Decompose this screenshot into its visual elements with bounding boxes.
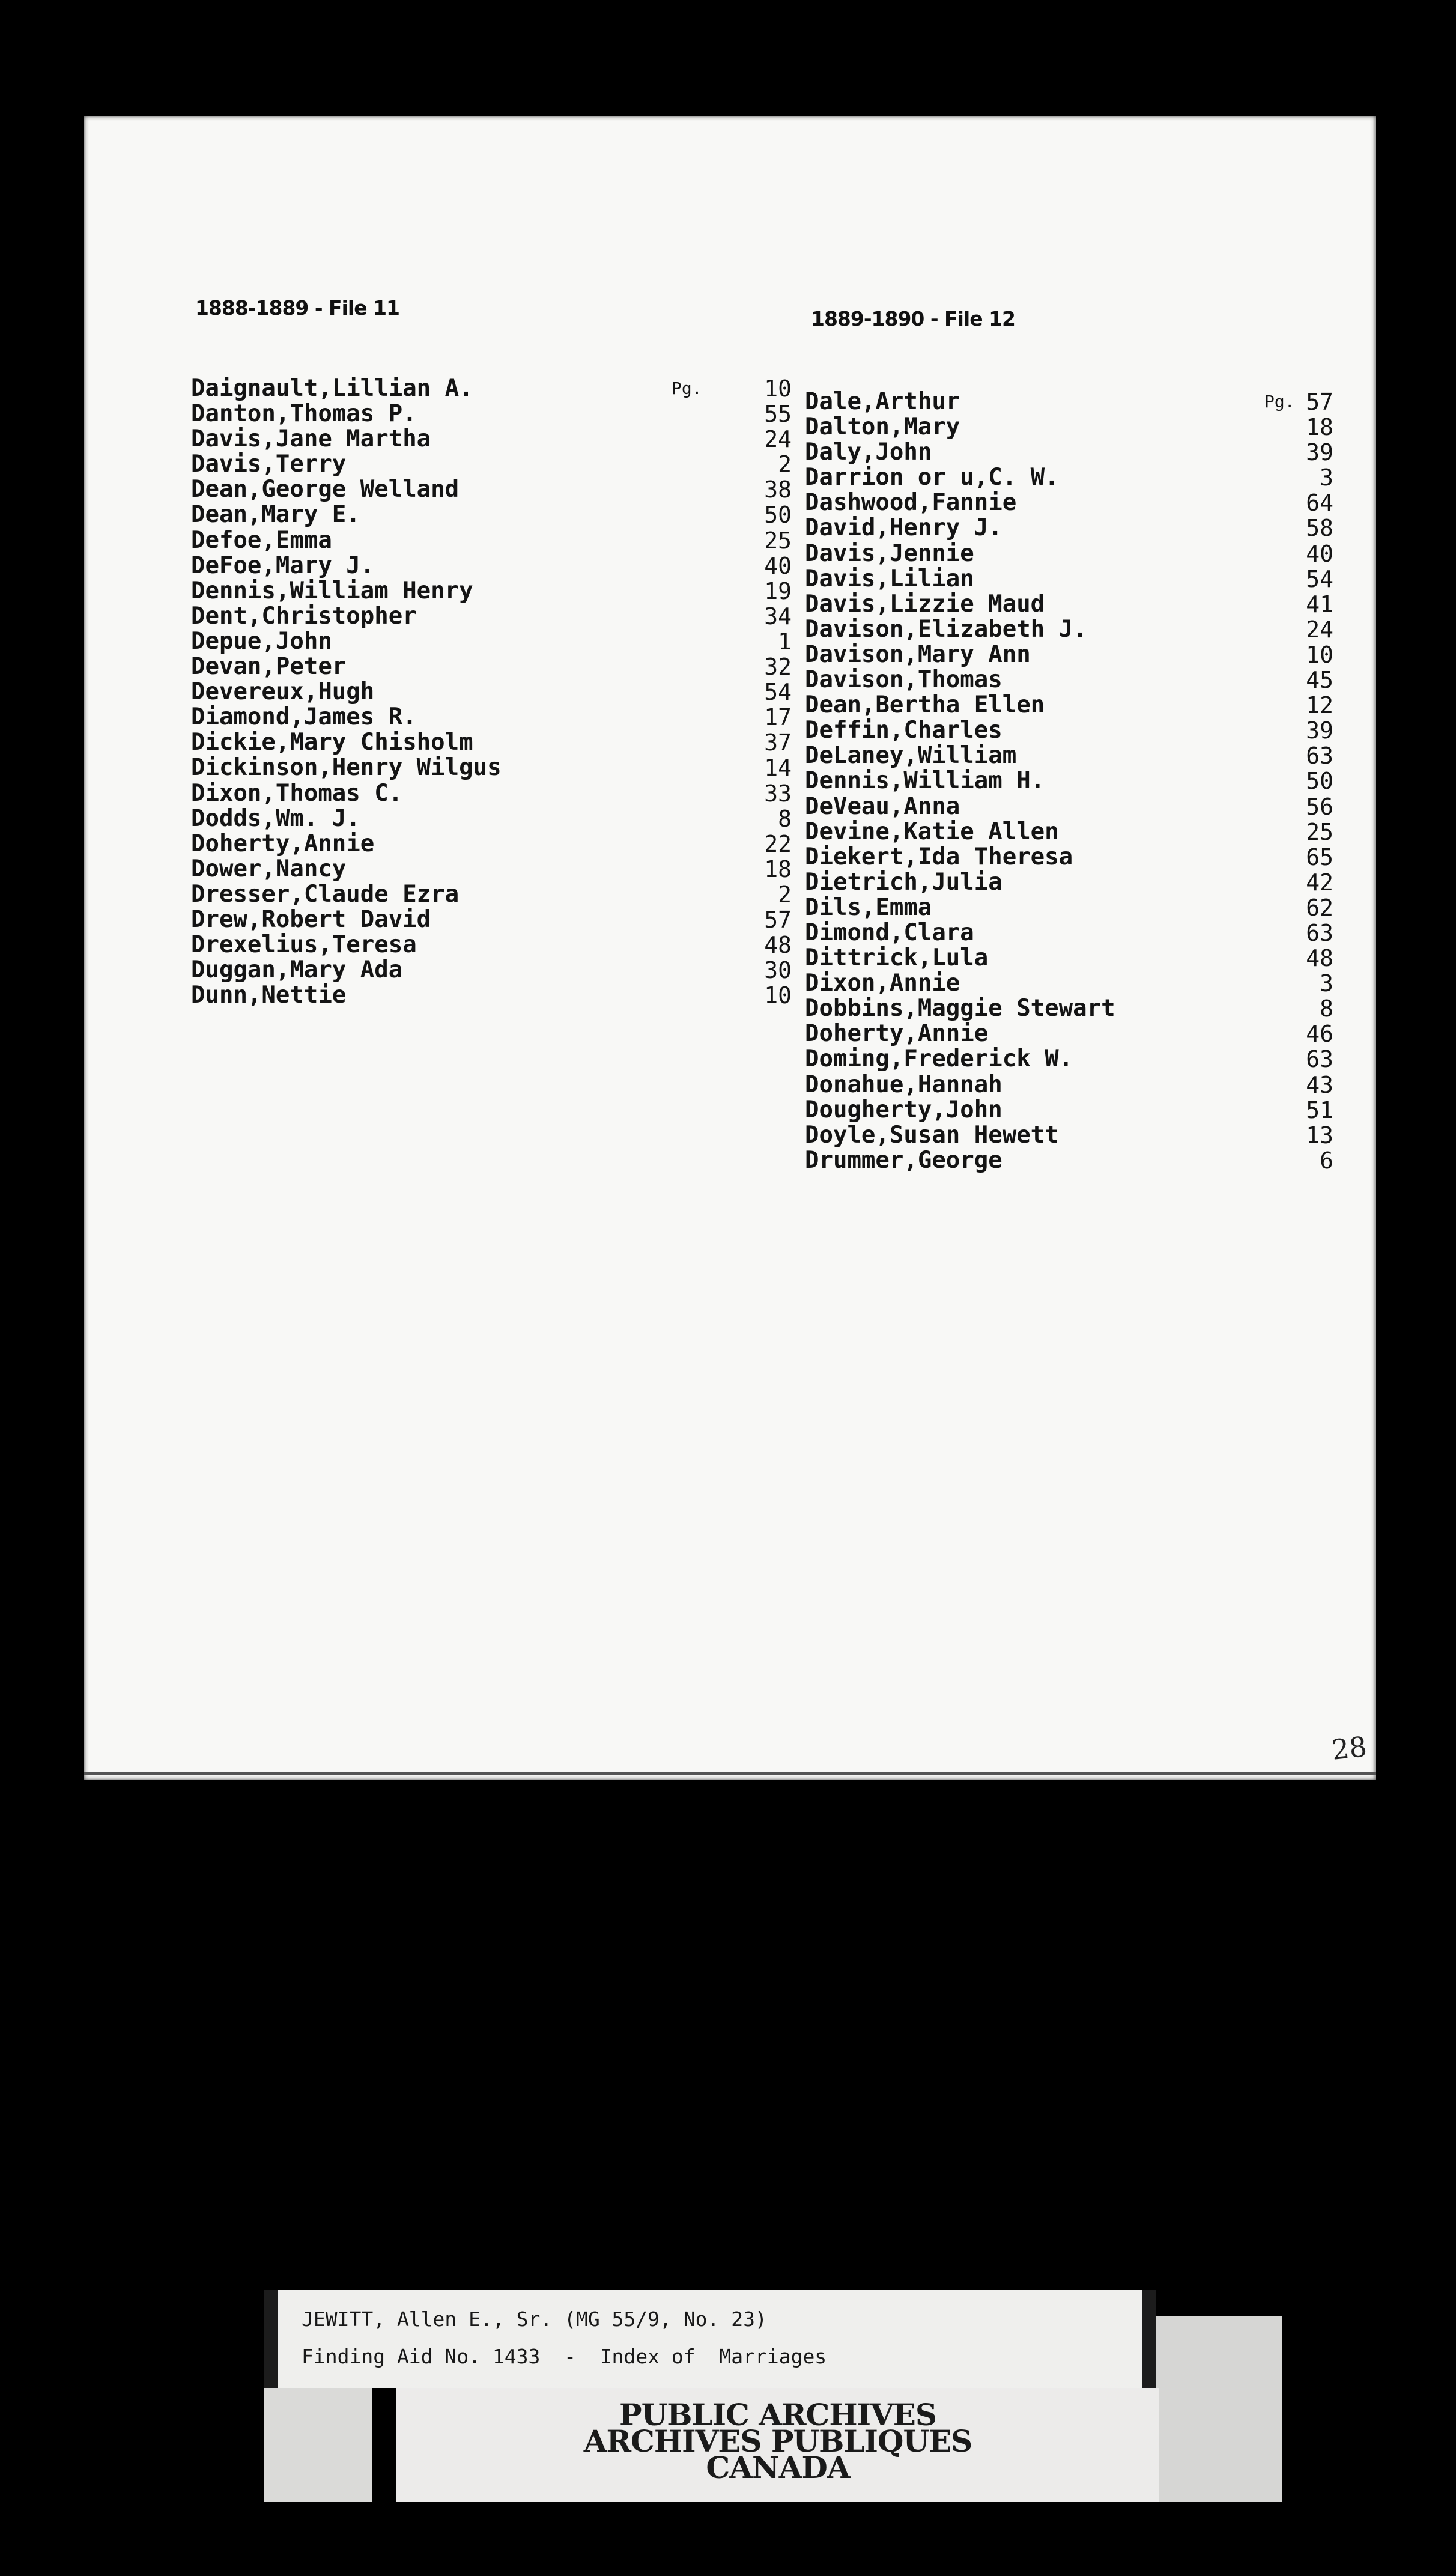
entry-name: Diamond,James R. <box>191 703 417 731</box>
entry-name: Darrion or u,C. W. <box>805 464 1059 491</box>
entry-name: Daignault,Lillian A. <box>191 375 473 402</box>
entry-name: Davis,Jane Martha <box>191 425 431 453</box>
entry-name: DeLaney,William <box>805 742 1017 770</box>
entry-name: Dickie,Mary Chisholm <box>191 729 473 756</box>
entry-page-number: 6 <box>1320 1147 1333 1174</box>
left-entry <box>191 528 792 553</box>
left-entry <box>191 705 792 730</box>
entry-page-number: 25 <box>1306 818 1333 845</box>
entry-name: Dunn,Nettie <box>191 982 347 1009</box>
entry-page-number: 63 <box>1306 1046 1333 1073</box>
entry-page-number: 58 <box>1306 515 1333 542</box>
right-entry <box>805 515 1333 541</box>
entry-page-number: 12 <box>1306 692 1333 719</box>
entry-page-number: 51 <box>1306 1096 1333 1123</box>
entry-name: Devine,Katie Allen <box>805 818 1059 845</box>
entry-name: Davis,Lilian <box>805 565 974 592</box>
right-entry <box>805 389 1333 415</box>
entry-page-number: 25 <box>764 527 792 554</box>
right-entry <box>805 870 1333 895</box>
entry-name: DeVeau,Anna <box>805 792 960 820</box>
pg-label: Pg. <box>672 378 702 398</box>
entry-page-number: 8 <box>1320 995 1333 1022</box>
right-entry <box>805 1072 1333 1098</box>
right-entry <box>805 1021 1333 1046</box>
right-entry <box>805 642 1333 667</box>
right-entry <box>805 895 1333 920</box>
stamp-line-3: CANADA <box>706 2450 850 2485</box>
left-entry <box>191 806 792 831</box>
entry-page-number: 17 <box>764 704 792 731</box>
entry-name: Dale,Arthur <box>805 388 960 415</box>
entry-page-number: 63 <box>1306 743 1333 770</box>
entry-page-number: 50 <box>1306 768 1333 795</box>
entry-page-number: 10 <box>1306 641 1333 668</box>
entry-name: Dalton,Mary <box>805 413 960 441</box>
entry-page-number: 38 <box>764 476 792 503</box>
right-entry <box>805 1098 1333 1123</box>
right-entry <box>805 567 1333 592</box>
entry-page-number: 54 <box>764 679 792 706</box>
entry-name: Davison,Elizabeth J. <box>805 615 1087 643</box>
entry-name: Dennis,William H. <box>805 767 1045 795</box>
left-entry <box>191 730 792 755</box>
entry-page-number: 1 <box>778 628 792 655</box>
entry-name: Dent,Christopher <box>191 602 417 630</box>
sheet-number: 28 <box>1330 1730 1369 1766</box>
entry-page-number: 24 <box>1306 616 1333 643</box>
right-entry <box>805 617 1333 642</box>
left-entry <box>191 427 792 452</box>
entry-page-number: 54 <box>1306 565 1333 592</box>
entry-page-number: 33 <box>764 780 792 807</box>
right-entry <box>805 718 1333 743</box>
right-entry <box>805 920 1333 946</box>
entry-name: Duggan,Mary Ada <box>191 956 403 984</box>
entry-name: Defoe,Emma <box>191 526 332 554</box>
entry-page-number: 46 <box>1306 1021 1333 1048</box>
stamp-line-1: PUBLIC ARCHIVES <box>619 2397 936 2432</box>
entry-name: Dils,Emma <box>805 893 932 921</box>
left-entry <box>191 452 792 477</box>
entry-page-number: 24 <box>764 426 792 453</box>
left-entry <box>191 502 792 527</box>
right-entry <box>805 415 1333 440</box>
entry-page-number: 40 <box>764 552 792 579</box>
stamp-wing-right <box>1156 2316 1282 2502</box>
entry-page-number: 56 <box>1306 793 1333 820</box>
entry-name: Donahue,Hannah <box>805 1071 1003 1098</box>
entry-name: Dixon,Annie <box>805 970 960 997</box>
entry-name: Dietrich,Julia <box>805 868 1003 896</box>
entry-name: Devereux,Hugh <box>191 678 375 706</box>
right-entry-list <box>805 389 1333 1173</box>
entry-name: Dodds,Wm. J. <box>191 804 360 832</box>
right-column-heading: 1889-1890 - File 12 <box>811 307 1016 330</box>
entry-name: DeFoe,Mary J. <box>191 551 375 579</box>
label-line-2: Finding Aid No. 1433 - Index of Marriages <box>302 2345 827 2368</box>
entry-name: Doherty,Annie <box>191 830 375 857</box>
entry-page-number: 13 <box>1306 1122 1333 1149</box>
entry-name: Dennis,William Henry <box>191 577 473 604</box>
left-entry <box>191 755 792 780</box>
entry-page-number: 8 <box>778 805 792 832</box>
right-entry <box>805 1046 1333 1072</box>
entry-page-number: 48 <box>764 932 792 959</box>
entry-name: Dower,Nancy <box>191 855 347 882</box>
left-entry <box>191 781 792 806</box>
left-entry-list <box>191 376 792 1008</box>
entry-name: David,Henry J. <box>805 514 1003 542</box>
entry-page-number: 45 <box>1306 667 1333 694</box>
left-entry <box>191 654 792 679</box>
right-entry <box>805 490 1333 515</box>
entry-name: Daly,John <box>805 439 932 466</box>
entry-page-number: 39 <box>1306 439 1333 466</box>
entry-name: Dixon,Thomas C. <box>191 779 403 807</box>
entry-page-number: 55 <box>764 401 792 428</box>
entry-page-number: 48 <box>1306 945 1333 972</box>
left-entry <box>191 679 792 705</box>
left-entry <box>191 882 792 907</box>
left-entry <box>191 401 792 427</box>
right-entry <box>805 819 1333 845</box>
right-entry <box>805 1148 1333 1173</box>
right-entry <box>805 667 1333 693</box>
left-column-heading: 1888-1889 - File 11 <box>195 296 400 320</box>
entry-name: Davison,Mary Ann <box>805 640 1031 668</box>
right-entry <box>805 440 1333 465</box>
left-entry <box>191 604 792 629</box>
entry-name: Drew,Robert David <box>191 905 431 933</box>
entry-name: Dean,Mary E. <box>191 501 360 529</box>
archives-stamp <box>396 2388 1159 2502</box>
entry-name: Diekert,Ida Theresa <box>805 843 1073 870</box>
entry-name: Drummer,George <box>805 1146 1003 1174</box>
entry-page-number: 32 <box>764 654 792 681</box>
entry-name: Dean,George Welland <box>191 476 460 503</box>
left-entry <box>191 477 792 502</box>
entry-name: Dittrick,Lula <box>805 944 989 972</box>
entry-name: Dougherty,John <box>805 1096 1003 1123</box>
left-entry <box>191 629 792 654</box>
stamp-line-2: ARCHIVES PUBLIQUES <box>583 2423 972 2459</box>
entry-page-number: 2 <box>778 451 792 478</box>
entry-page-number: 19 <box>764 577 792 604</box>
entry-name: Depue,John <box>191 627 332 655</box>
entry-name: Dashwood,Fannie <box>805 489 1017 517</box>
left-entry <box>191 932 792 958</box>
right-entry <box>805 794 1333 819</box>
entry-page-number: 43 <box>1306 1071 1333 1098</box>
left-entry <box>191 376 792 401</box>
right-entry <box>805 592 1333 617</box>
entry-page-number: 2 <box>778 881 792 908</box>
entry-page-number: 65 <box>1306 843 1333 870</box>
entry-page-number: 57 <box>1306 389 1333 415</box>
left-entry <box>191 831 792 857</box>
entry-page-number: 57 <box>764 906 792 933</box>
entry-page-number: 30 <box>764 957 792 984</box>
entry-name: Danton,Thomas P. <box>191 400 417 428</box>
entry-name: Doyle,Susan Hewett <box>805 1121 1059 1149</box>
entry-name: Davis,Lizzie Maud <box>805 590 1045 618</box>
left-entry <box>191 983 792 1008</box>
label-line-1: JEWITT, Allen E., Sr. (MG 55/9, No. 23) <box>302 2307 767 2331</box>
right-entry <box>805 768 1333 794</box>
right-entry <box>805 1123 1333 1148</box>
left-entry <box>191 907 792 932</box>
entry-name: Dresser,Claude Ezra <box>191 880 460 908</box>
page-edge-line <box>84 1772 1376 1775</box>
entry-name: Davis,Terry <box>191 451 347 478</box>
right-entry <box>805 946 1333 971</box>
right-entry <box>805 693 1333 718</box>
entry-name: Dean,Bertha Ellen <box>805 691 1045 719</box>
entry-page-number: 14 <box>764 755 792 782</box>
entry-page-number: 64 <box>1306 490 1333 517</box>
entry-page-number: 34 <box>764 603 792 630</box>
right-entry <box>805 541 1333 567</box>
left-entry <box>191 553 792 579</box>
entry-name: Dobbins,Maggie Stewart <box>805 995 1115 1022</box>
entry-page-number: 3 <box>1320 464 1333 491</box>
entry-name: Davis,Jennie <box>805 539 974 567</box>
right-entry <box>805 845 1333 870</box>
left-entry <box>191 958 792 983</box>
entry-page-number: 3 <box>1320 970 1333 997</box>
entry-page-number: 10 <box>764 375 792 402</box>
entry-name: Dickinson,Henry Wilgus <box>191 754 502 782</box>
entry-page-number: 40 <box>1306 540 1333 567</box>
document-page <box>84 116 1376 1780</box>
entry-page-number: 18 <box>764 855 792 882</box>
entry-name: Doming,Frederick W. <box>805 1045 1073 1073</box>
entry-page-number: 41 <box>1306 591 1333 618</box>
entry-page-number: 42 <box>1306 869 1333 896</box>
entry-name: Deffin,Charles <box>805 717 1003 744</box>
entry-name: Dimond,Clara <box>805 919 974 946</box>
left-entry <box>191 579 792 604</box>
right-entry <box>805 743 1333 768</box>
right-entry <box>805 465 1333 490</box>
entry-page-number: 37 <box>764 729 792 756</box>
left-entry <box>191 857 792 882</box>
entry-page-number: 62 <box>1306 894 1333 921</box>
pg-label: Pg. <box>1264 392 1295 412</box>
right-entry <box>805 996 1333 1021</box>
entry-page-number: 10 <box>764 982 792 1009</box>
entry-name: Drexelius,Teresa <box>191 931 417 959</box>
entry-page-number: 63 <box>1306 919 1333 946</box>
entry-name: Doherty,Annie <box>805 1020 989 1048</box>
finding-aid-label <box>264 2290 1156 2388</box>
entry-page-number: 39 <box>1306 717 1333 744</box>
entry-name: Davison,Thomas <box>805 666 1003 694</box>
entry-page-number: 50 <box>764 502 792 529</box>
entry-page-number: 22 <box>764 830 792 857</box>
entry-page-number: 18 <box>1306 414 1333 441</box>
entry-name: Devan,Peter <box>191 653 347 681</box>
right-entry <box>805 971 1333 996</box>
